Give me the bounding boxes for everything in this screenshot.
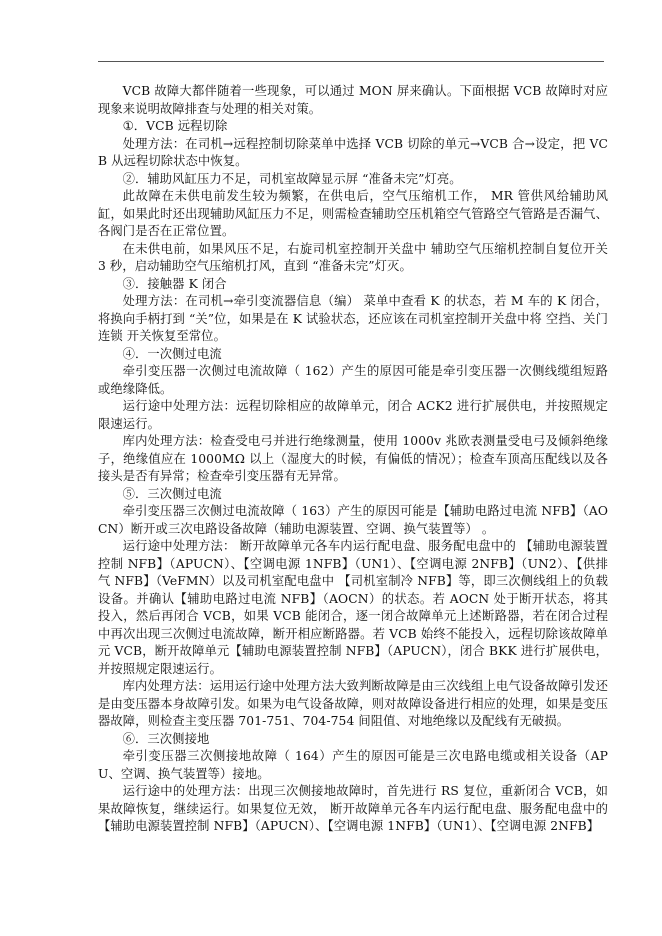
intro-paragraph: VCB 故障大都伴随着一些现象，可以通过 MON 屏来确认。下面根据 VCB 故障时对应现象来说明故障排查与处理的相关对策。 <box>98 84 608 116</box>
paragraph: 处理方法：在司机→远程控制切除菜单中选择 VCB 切除的单元→VCB 合→设定，把 VCB 从远程切除状态中恢复。 <box>98 136 608 168</box>
paragraph: 运行途中的处理方法：出现三次侧接地故障时，首先进行 RS 复位，重新闭合 VCB，如果故障恢复，继续运行。如果复位无效， 断开故障单元各车内运行配电盘、服务配电盘中的【辅助电源装置控制 NFB】（APUCN）、【空调电源 1NFB】（UN1）、【空调电源 2NFB】 <box>98 784 608 833</box>
paragraph: 此故障在未供电前发生较为频繁，在供电后，空气压缩机工作， MR 管供风给辅助风缸，如果此时还出现辅助风缸压力不足，则需检查辅助空压机箱空气管路空气管路是否漏气、各阀门是否在正常位置。 <box>98 189 608 238</box>
section-heading-tertiary-overcurrent: ⑤．三次侧过电流 <box>122 486 222 501</box>
paragraph: 处理方法：在司机→牵引变流器信息（编） 菜单中查看 K 的状态，若 M 车的 K 闭合，将换向手柄打到 “关”位，如果是在 K 试验状态，还应该在司机室控制开关盘中将 空挡、关门连锁 开关恢复至常位。 <box>98 294 608 343</box>
document-body <box>98 83 608 836</box>
paragraph: 运行途中处理方法： 断开故障单元各车内运行配电盘、服务配电盘中的 【辅助电源装置控制 NFB】（APUCN）、【空调电源 1NFB】（UN1）、【空调电源 2NFB】（UN2）、【供排气 NFB】（VeFMN）以及司机室配电盘中 【司机室制冷 NFB】等，即三次侧线组上的负载设备。并确认【辅助电路过电流 NFB】（AOCN）的状态。若 AOCN 处于断开状态，将其投入，然后再闭合 VCB，如果 VCB 能闭合，逐一闭合故障单元上述断路器，若在闭合过程中再次出现三次侧过电流故障，断开相应断路器。若 VCB 始终不能投入，远程切除该故障单元 VCB，断开故障单元【辅助电源装置控制 NFB】（APUCN），闭合 BKK 进行扩展供电，并按照规定限速运行。 <box>98 539 608 676</box>
section-heading-vcb-remote-cut: ①．VCB 远程切除 <box>122 119 228 133</box>
header-rule <box>98 61 604 62</box>
paragraph: 运行途中处理方法：远程切除相应的故障单元，闭合 ACK2 进行扩展供电，并按照规定限速运行。 <box>98 399 608 431</box>
paragraph: 牵引变压器三次侧接地故障（ 164）产生的原因可能是三次电路电缆或相关设备（APU、空调、换气装置等）接地。 <box>98 749 608 781</box>
paragraph: 牵引变压器一次侧过电流故障（ 162）产生的原因可能是牵引变压器一次侧线缆组短路或绝缘降低。 <box>98 364 608 396</box>
paragraph: 在未供电前，如果风压不足，右旋司机室控制开关盘中 辅助空气压缩机控制自复位开关 3 秒，启动辅助空气压缩机打风，直到 “准备未完”灯灭。 <box>98 241 608 273</box>
paragraph: 牵引变压器三次侧过电流故障（ 163）产生的原因可能是【辅助电路过电流 NFB】（AOCN）断开或三次电路设备故障（辅助电源装置、空调、换气装置等） 。 <box>98 504 608 536</box>
section-heading-contactor-k: ③．接触器 K 闭合 <box>122 276 227 291</box>
paragraph: 库内处理方法：检查受电弓并进行绝缘测量，使用 1000v 兆欧表测量受电弓及倾斜绝缘子，绝缘值应在 1000MΩ 以上（湿度大的时候，有偏低的情况）；检查车顶高压配线以及各接头是否有异常；检查牵引变压器有无异常。 <box>98 434 608 483</box>
section-heading-primary-overcurrent: ④．一次侧过电流 <box>122 346 222 361</box>
section-heading-aux-air-pressure: ②．辅助风缸压力不足，司机室故障显示屏 “准备未完”灯亮。 <box>122 171 462 186</box>
section-heading-tertiary-ground: ⑥．三次侧接地 <box>122 731 210 746</box>
paragraph: 库内处理方法：运用运行途中处理方法大致判断故障是由三次线组上电气设备故障引发还是由变压器本身故障引发。如果为电气设备故障，则对故障设备进行相应的处理，如果是变压器故障，则检查主变压器 701-751、704-754 间阻值、对地绝缘以及配线有无破损。 <box>98 679 608 728</box>
